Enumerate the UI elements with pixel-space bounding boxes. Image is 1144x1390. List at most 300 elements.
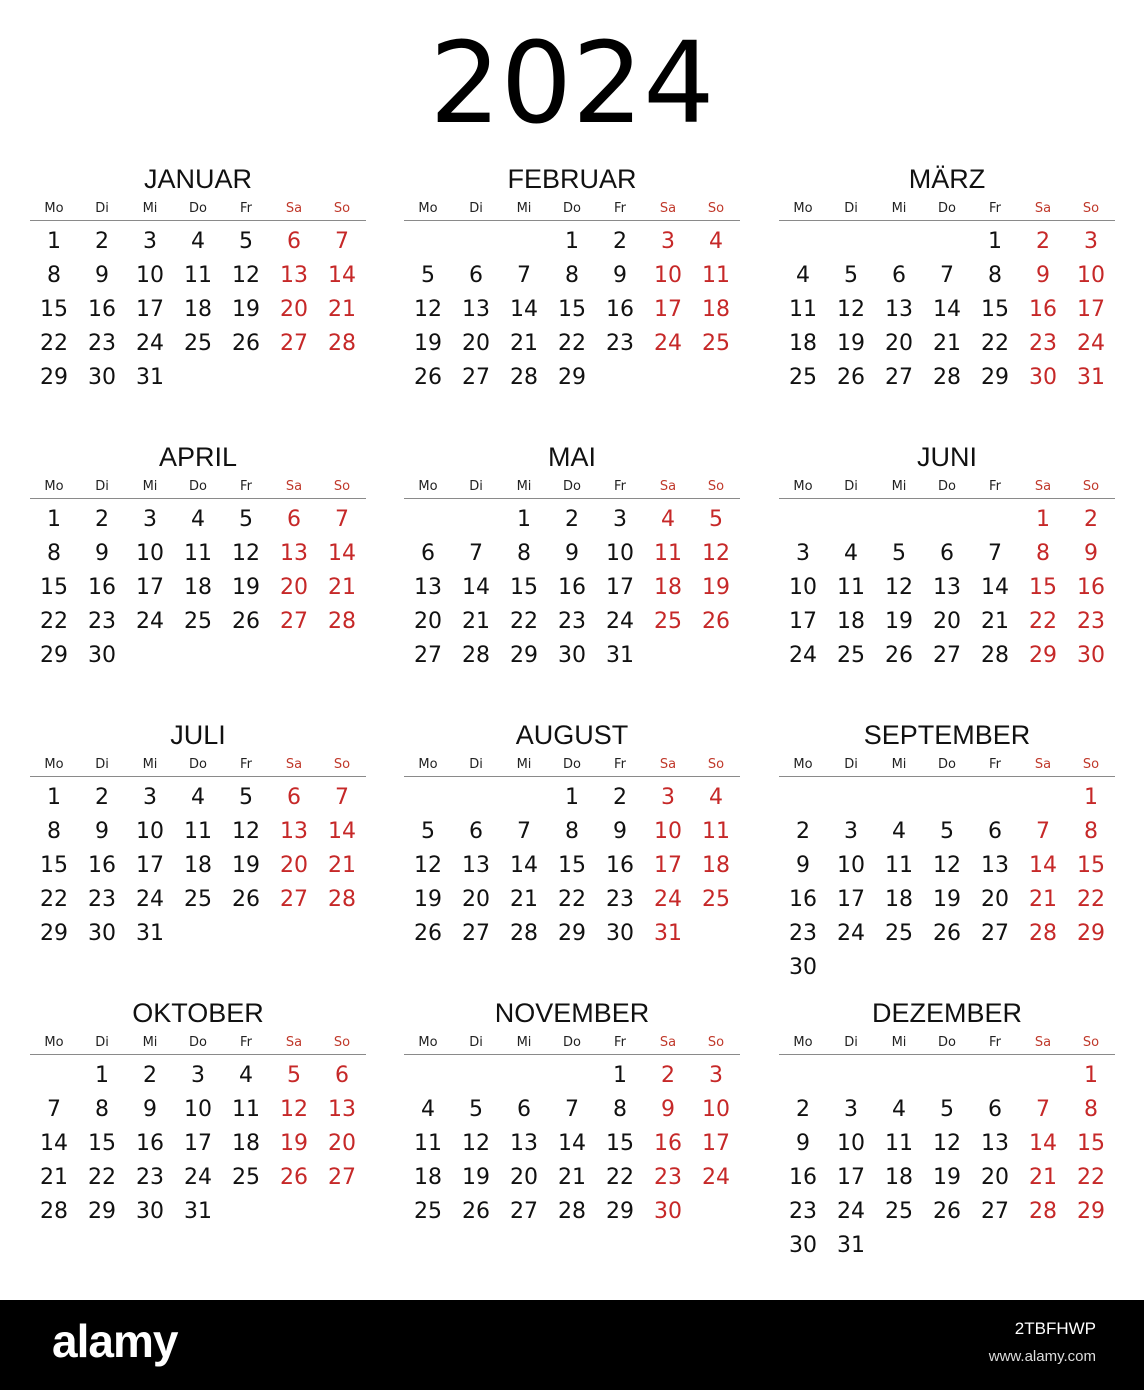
- day-grid: [30, 781, 366, 951]
- weekend-day: 13: [280, 541, 308, 566]
- day: 23: [136, 1165, 164, 1190]
- day: 11: [184, 819, 212, 844]
- day: 19: [933, 887, 961, 912]
- weekday-label: Mi: [516, 757, 532, 772]
- weekday-label: Do: [563, 1035, 581, 1050]
- weekday-header: [404, 476, 740, 499]
- weekday-label: Mo: [44, 479, 64, 494]
- day: 16: [88, 297, 116, 322]
- day: 16: [88, 853, 116, 878]
- weekday-label: So: [707, 1035, 725, 1050]
- day: 21: [40, 1165, 68, 1190]
- day: 14: [558, 1131, 586, 1156]
- weekend-day: 28: [1029, 1199, 1057, 1224]
- empty-cell: [875, 225, 923, 259]
- day: 16: [136, 1131, 164, 1156]
- day: 2: [95, 507, 109, 532]
- weekend-day: 6: [335, 1063, 349, 1088]
- day: 9: [613, 263, 627, 288]
- day: 5: [940, 819, 954, 844]
- weekend-day: 17: [654, 853, 682, 878]
- day: 27: [981, 921, 1009, 946]
- weekend-day: 7: [1036, 819, 1050, 844]
- weekday-label: Mo: [418, 757, 438, 772]
- weekend-day: 8: [1084, 1097, 1098, 1122]
- day: 12: [232, 541, 260, 566]
- day: 10: [606, 541, 634, 566]
- day: 17: [789, 609, 817, 634]
- day: 17: [136, 297, 164, 322]
- day: 6: [940, 541, 954, 566]
- day: 18: [837, 609, 865, 634]
- weekday-label: Fr: [989, 757, 1001, 772]
- day: 22: [558, 887, 586, 912]
- weekend-day: 20: [280, 853, 308, 878]
- weekend-day: 25: [702, 331, 730, 356]
- day: 30: [558, 643, 586, 668]
- day: 29: [510, 643, 538, 668]
- day-grid: [779, 225, 1115, 395]
- weekend-day: 3: [661, 785, 675, 810]
- day: 19: [885, 609, 913, 634]
- day: 19: [414, 331, 442, 356]
- day: 11: [885, 853, 913, 878]
- day: 23: [88, 331, 116, 356]
- day: 19: [462, 1165, 490, 1190]
- day: 25: [184, 609, 212, 634]
- day: 24: [606, 609, 634, 634]
- empty-cell: [923, 503, 971, 537]
- day: 7: [940, 263, 954, 288]
- day-grid: [404, 781, 740, 951]
- day: 16: [88, 575, 116, 600]
- weekday-label: Fr: [989, 479, 1001, 494]
- empty-cell: [971, 781, 1019, 815]
- day: 1: [565, 229, 579, 254]
- day: 5: [844, 263, 858, 288]
- day: 2: [95, 785, 109, 810]
- weekday-label: Di: [469, 1035, 483, 1050]
- day: 20: [981, 1165, 1009, 1190]
- day: 11: [414, 1131, 442, 1156]
- day: 18: [184, 575, 212, 600]
- day: 8: [565, 819, 579, 844]
- day: 21: [933, 331, 961, 356]
- day: 23: [558, 609, 586, 634]
- day: 13: [462, 297, 490, 322]
- weekend-day: 23: [1029, 331, 1057, 356]
- day: 6: [469, 263, 483, 288]
- day: 17: [606, 575, 634, 600]
- day: 22: [88, 1165, 116, 1190]
- weekend-day: 6: [287, 229, 301, 254]
- day: 18: [885, 887, 913, 912]
- weekend-day: 7: [335, 507, 349, 532]
- weekend-day: 4: [709, 785, 723, 810]
- weekend-day: 20: [280, 575, 308, 600]
- weekday-label: Di: [844, 1035, 858, 1050]
- day: 27: [462, 921, 490, 946]
- weekday-header: [779, 1032, 1115, 1055]
- day: 18: [184, 297, 212, 322]
- day: 7: [517, 263, 531, 288]
- day: 9: [143, 1097, 157, 1122]
- day: 16: [606, 297, 634, 322]
- day: 9: [95, 819, 109, 844]
- weekend-day: 30: [1029, 365, 1057, 390]
- weekday-label: Sa: [659, 757, 677, 772]
- weekend-day: 8: [1084, 819, 1098, 844]
- weekend-day: 26: [702, 609, 730, 634]
- day: 3: [143, 229, 157, 254]
- empty-cell: [827, 781, 875, 815]
- day: 27: [462, 365, 490, 390]
- month-8: [404, 718, 740, 951]
- day: 9: [796, 853, 810, 878]
- day: 6: [421, 541, 435, 566]
- day: 17: [136, 853, 164, 878]
- day: 28: [558, 1199, 586, 1224]
- day: 2: [613, 785, 627, 810]
- day: 18: [232, 1131, 260, 1156]
- day: 21: [462, 609, 490, 634]
- weekend-day: 28: [328, 331, 356, 356]
- month-2: [404, 162, 740, 395]
- weekend-day: 16: [654, 1131, 682, 1156]
- day: 2: [796, 819, 810, 844]
- day: 12: [232, 819, 260, 844]
- day: 27: [885, 365, 913, 390]
- empty-cell: [779, 503, 827, 537]
- weekday-label: Mi: [516, 479, 532, 494]
- day: 16: [558, 575, 586, 600]
- empty-cell: [971, 503, 1019, 537]
- weekend-day: 9: [1036, 263, 1050, 288]
- day: 22: [40, 887, 68, 912]
- month-title: FEBRUAR: [507, 164, 637, 194]
- day: 8: [95, 1097, 109, 1122]
- weekend-day: 28: [328, 609, 356, 634]
- day: 13: [981, 1131, 1009, 1156]
- day: 15: [40, 297, 68, 322]
- weekday-label: Sa: [285, 1035, 303, 1050]
- month-7: [30, 718, 366, 951]
- day: 19: [414, 887, 442, 912]
- day: 3: [143, 785, 157, 810]
- weekend-day: 7: [1036, 1097, 1050, 1122]
- day-grid: [404, 1059, 740, 1229]
- weekday-label: So: [1082, 479, 1100, 494]
- day: 15: [606, 1131, 634, 1156]
- weekend-day: 10: [654, 263, 682, 288]
- empty-cell: [452, 503, 500, 537]
- weekday-label: Mi: [142, 479, 158, 494]
- weekday-label: Mi: [142, 201, 158, 216]
- month-title: JANUAR: [143, 164, 252, 194]
- weekday-label: Mo: [793, 757, 813, 772]
- day: 9: [613, 819, 627, 844]
- day: 16: [789, 1165, 817, 1190]
- day: 10: [136, 263, 164, 288]
- day: 1: [47, 785, 61, 810]
- weekend-day: 30: [1077, 643, 1105, 668]
- day: 27: [933, 643, 961, 668]
- day: 29: [981, 365, 1009, 390]
- weekend-day: 18: [702, 297, 730, 322]
- day: 4: [421, 1097, 435, 1122]
- weekend-day: 24: [654, 887, 682, 912]
- day: 26: [232, 887, 260, 912]
- weekend-day: 10: [1077, 263, 1105, 288]
- day: 1: [517, 507, 531, 532]
- weekday-label: Sa: [1034, 757, 1052, 772]
- weekend-day: 5: [287, 1063, 301, 1088]
- day: 20: [414, 609, 442, 634]
- day-grid: [30, 503, 366, 673]
- day: 29: [558, 365, 586, 390]
- day: 26: [232, 331, 260, 356]
- day: 25: [184, 887, 212, 912]
- day: 26: [933, 1199, 961, 1224]
- weekend-day: 2: [661, 1063, 675, 1088]
- month-title: JULI: [170, 720, 226, 750]
- day: 20: [885, 331, 913, 356]
- empty-cell: [1019, 1059, 1067, 1093]
- day: 25: [885, 921, 913, 946]
- day: 4: [892, 1097, 906, 1122]
- weekend-day: 24: [702, 1165, 730, 1190]
- day: 2: [796, 1097, 810, 1122]
- weekend-day: 28: [328, 887, 356, 912]
- weekday-label: Sa: [659, 201, 677, 216]
- day: 6: [517, 1097, 531, 1122]
- day: 28: [462, 643, 490, 668]
- empty-cell: [500, 1059, 548, 1093]
- day: 23: [606, 887, 634, 912]
- day: 14: [510, 853, 538, 878]
- day: 10: [789, 575, 817, 600]
- day: 29: [606, 1199, 634, 1224]
- day: 13: [885, 297, 913, 322]
- weekend-day: 21: [328, 853, 356, 878]
- day: 17: [837, 887, 865, 912]
- weekday-label: So: [1082, 201, 1100, 216]
- weekend-day: 29: [1029, 643, 1057, 668]
- image-id-block: [989, 1315, 1096, 1371]
- day: 26: [232, 609, 260, 634]
- weekend-day: 14: [328, 819, 356, 844]
- empty-cell: [827, 1059, 875, 1093]
- day: 15: [40, 575, 68, 600]
- weekend-day: 26: [280, 1165, 308, 1190]
- weekend-day: 5: [709, 507, 723, 532]
- day: 10: [136, 819, 164, 844]
- day: 24: [136, 887, 164, 912]
- day: 30: [88, 643, 116, 668]
- weekend-day: 10: [702, 1097, 730, 1122]
- day: 8: [517, 541, 531, 566]
- weekend-day: 15: [1029, 575, 1057, 600]
- empty-cell: [1019, 781, 1067, 815]
- month-9: [779, 718, 1115, 985]
- weekend-day: 1: [1084, 1063, 1098, 1088]
- day: 11: [184, 541, 212, 566]
- weekend-day: 13: [280, 819, 308, 844]
- day: 18: [184, 853, 212, 878]
- month-title: APRIL: [158, 442, 238, 472]
- day: 12: [933, 1131, 961, 1156]
- day: 3: [613, 507, 627, 532]
- weekday-label: Di: [95, 201, 109, 216]
- day: 15: [558, 853, 586, 878]
- day: 23: [789, 1199, 817, 1224]
- day: 2: [613, 229, 627, 254]
- weekend-day: 17: [654, 297, 682, 322]
- day-grid: [404, 503, 740, 673]
- day: 20: [933, 609, 961, 634]
- day: 13: [981, 853, 1009, 878]
- weekend-day: 19: [702, 575, 730, 600]
- day: 31: [136, 365, 164, 390]
- weekend-day: 27: [280, 887, 308, 912]
- weekend-day: 6: [287, 785, 301, 810]
- weekend-day: 31: [1077, 365, 1105, 390]
- day-grid: [779, 1059, 1115, 1263]
- weekend-day: 3: [1084, 229, 1098, 254]
- weekend-day: 27: [280, 331, 308, 356]
- day: 5: [940, 1097, 954, 1122]
- day: 7: [565, 1097, 579, 1122]
- weekend-day: 21: [1029, 1165, 1057, 1190]
- day: 24: [136, 331, 164, 356]
- day: 10: [136, 541, 164, 566]
- weekend-day: 17: [1077, 297, 1105, 322]
- weekend-day: 1: [1036, 507, 1050, 532]
- weekday-header: [779, 476, 1115, 499]
- weekday-label: Mi: [142, 757, 158, 772]
- weekday-label: Mo: [418, 1035, 438, 1050]
- day: 14: [462, 575, 490, 600]
- empty-cell: [923, 1059, 971, 1093]
- weekday-header: [30, 198, 366, 221]
- weekday-header: [404, 754, 740, 777]
- day: 22: [558, 331, 586, 356]
- day: 20: [981, 887, 1009, 912]
- weekday-label: Mi: [891, 201, 907, 216]
- weekday-label: Mo: [44, 201, 64, 216]
- day: 11: [885, 1131, 913, 1156]
- day: 1: [988, 229, 1002, 254]
- day: 18: [789, 331, 817, 356]
- day: 5: [469, 1097, 483, 1122]
- weekday-label: Di: [469, 201, 483, 216]
- month-3: [779, 162, 1115, 395]
- day: 24: [184, 1165, 212, 1190]
- weekend-day: 25: [654, 609, 682, 634]
- day: 7: [517, 819, 531, 844]
- weekday-label: Do: [189, 201, 207, 216]
- weekday-header: [30, 476, 366, 499]
- weekend-day: 23: [654, 1165, 682, 1190]
- day: 17: [837, 1165, 865, 1190]
- day: 28: [981, 643, 1009, 668]
- empty-cell: [500, 225, 548, 259]
- day: 3: [844, 819, 858, 844]
- day: 14: [40, 1131, 68, 1156]
- day: 26: [462, 1199, 490, 1224]
- weekday-header: [404, 1032, 740, 1055]
- weekend-day: 16: [1077, 575, 1105, 600]
- weekend-day: 7: [335, 785, 349, 810]
- weekend-day: 15: [1077, 1131, 1105, 1156]
- day: 29: [40, 365, 68, 390]
- empty-cell: [548, 1059, 596, 1093]
- weekday-label: Di: [95, 1035, 109, 1050]
- weekend-day: 3: [661, 229, 675, 254]
- weekend-day: 13: [328, 1097, 356, 1122]
- month-1: [30, 162, 366, 395]
- weekday-label: Fr: [240, 479, 252, 494]
- weekend-day: 13: [280, 263, 308, 288]
- day: 4: [844, 541, 858, 566]
- day: 22: [40, 331, 68, 356]
- weekend-day: 14: [328, 263, 356, 288]
- day: 30: [136, 1199, 164, 1224]
- day: 22: [606, 1165, 634, 1190]
- month-title: NOVEMBER: [494, 998, 650, 1028]
- day: 5: [239, 507, 253, 532]
- day: 29: [40, 643, 68, 668]
- weekday-label: Mo: [418, 201, 438, 216]
- empty-cell: [875, 1059, 923, 1093]
- day: 1: [47, 229, 61, 254]
- day: 12: [837, 297, 865, 322]
- day: 21: [510, 331, 538, 356]
- weekend-day: 6: [287, 507, 301, 532]
- day: 9: [565, 541, 579, 566]
- day: 24: [136, 609, 164, 634]
- weekday-label: Do: [938, 479, 956, 494]
- weekday-label: So: [707, 479, 725, 494]
- day: 9: [796, 1131, 810, 1156]
- day: 30: [88, 921, 116, 946]
- weekday-label: Mo: [793, 201, 813, 216]
- weekday-label: Di: [844, 201, 858, 216]
- day: 30: [606, 921, 634, 946]
- day: 13: [414, 575, 442, 600]
- empty-cell: [875, 781, 923, 815]
- brand-logo: alamy: [52, 1315, 178, 1367]
- day: 1: [95, 1063, 109, 1088]
- month-12: [779, 996, 1115, 1263]
- day: 13: [510, 1131, 538, 1156]
- month-6: [779, 440, 1115, 673]
- weekend-day: 28: [1029, 921, 1057, 946]
- day: 31: [837, 1233, 865, 1258]
- month-title: OKTOBER: [132, 998, 264, 1028]
- day: 15: [981, 297, 1009, 322]
- weekday-label: Mi: [891, 479, 907, 494]
- empty-cell: [923, 781, 971, 815]
- weekday-label: Fr: [614, 201, 626, 216]
- month-4: [30, 440, 366, 673]
- weekend-day: 19: [280, 1131, 308, 1156]
- empty-cell: [404, 225, 452, 259]
- empty-cell: [923, 225, 971, 259]
- weekend-day: 14: [328, 541, 356, 566]
- day: 4: [191, 229, 205, 254]
- day: 8: [47, 819, 61, 844]
